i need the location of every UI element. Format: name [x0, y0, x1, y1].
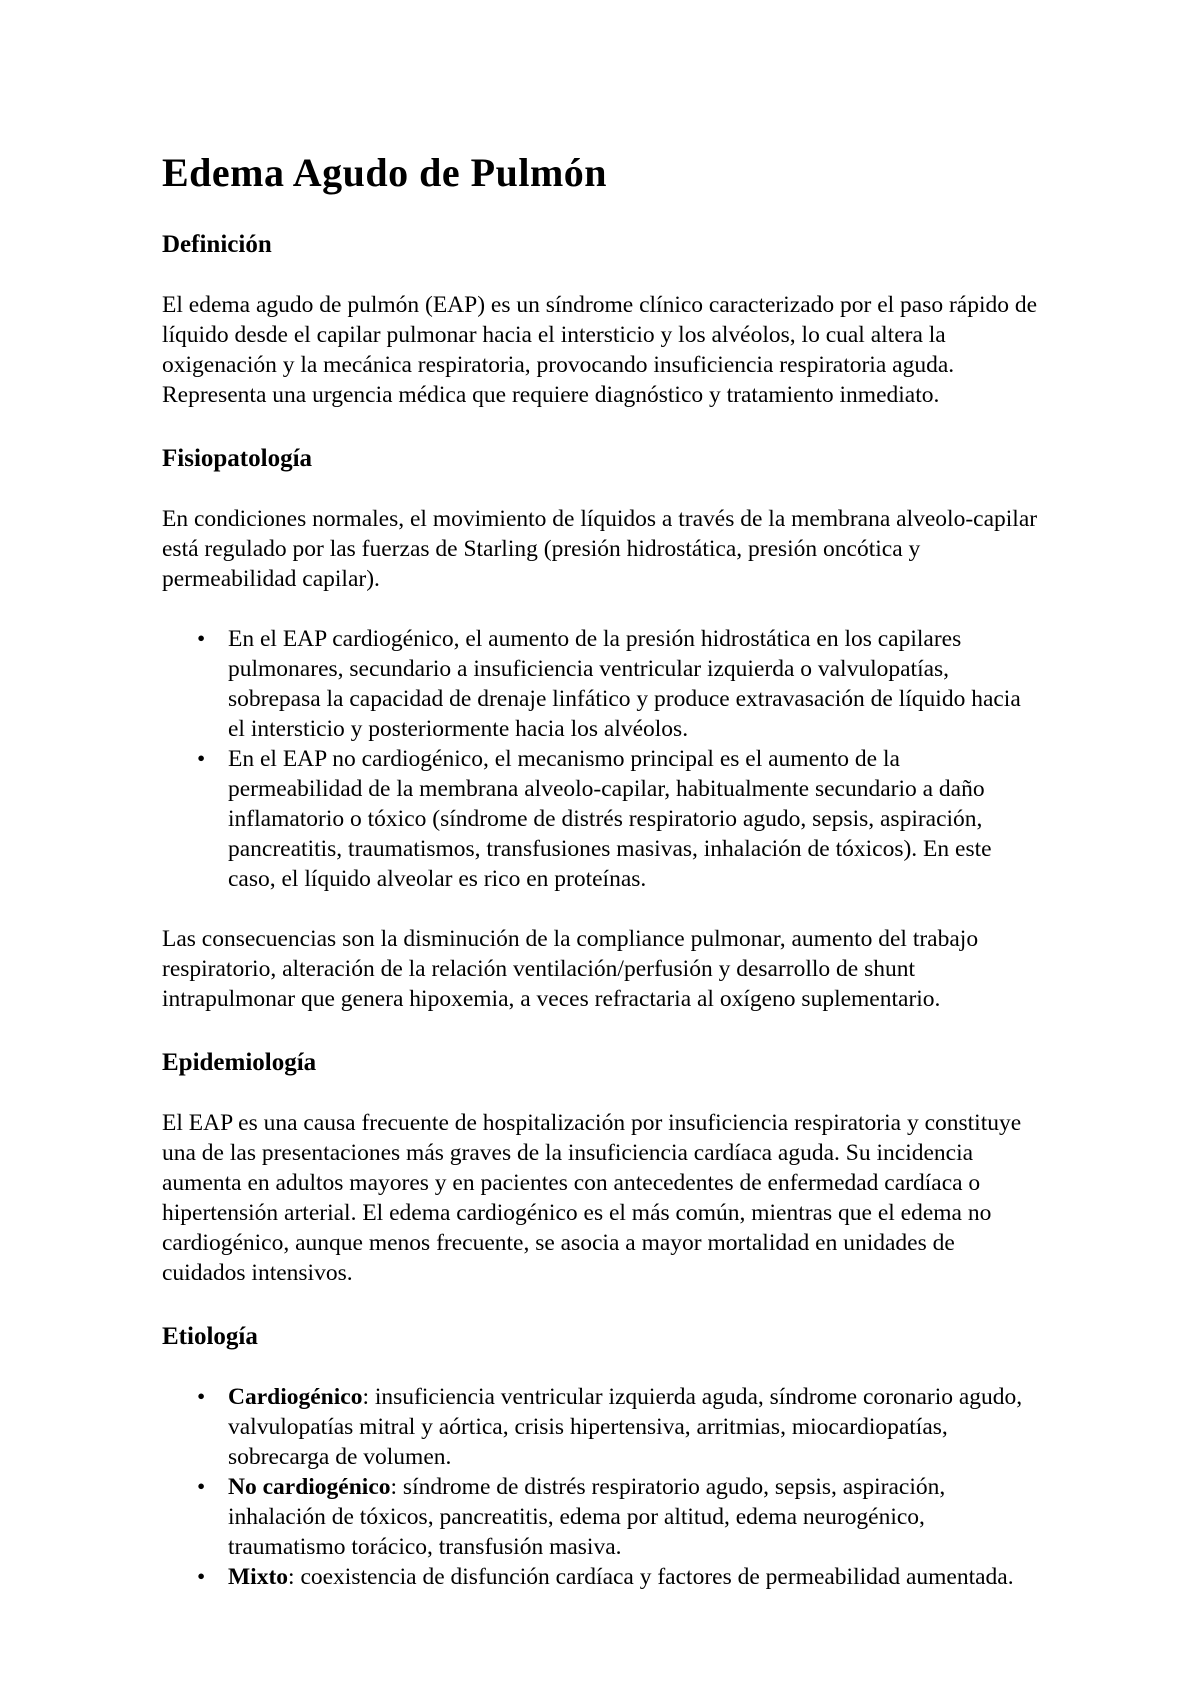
etiology-description: : coexistencia de disfunción cardíaca y factores de permeabilidad aumentada.: [288, 1564, 1014, 1590]
fisiopatologia-paragraph-2: Las consecuencias son la disminución de la compliance pulmonar, aumento del trabajo respiratorio, alteración de la relación ventilación/perfusión y desarrollo de shunt intrapulmonar que genera hipoxemia, a veces refractaria al oxígeno suplementario.: [162, 926, 979, 1012]
etiology-term-mixto: Mixto: [228, 1564, 289, 1590]
document-title: Edema Agudo de Pulmón: [162, 150, 608, 195]
etiology-term-no-cardiogenico: No cardiogénico: [228, 1474, 391, 1500]
list-item: • En el EAP no cardiogénico, el mecanismo principal es el aumento de la permeabilidad de la membrana alveolo-capilar, habitualmente secundario a daño inflamatorio o tóxico (síndrome de distrés respiratorio agudo, sepsis, aspiración, pancreatitis, traumatismos, transfusiones masivas, inhalación de tóxicos). En este caso, el líquido alveolar es rico en proteínas.: [228, 744, 1040, 894]
list-item: [228, 1382, 1040, 1472]
etiology-description: : insuficiencia ventricular izquierda aguda, síndrome coronario agudo, valvulopatías mitral y aórtica, crisis hipertensiva, arritmias, miocardiopatías, sobrecarga de volumen.: [228, 1384, 1023, 1470]
list-item: [228, 1472, 1040, 1562]
section-heading-epidemiologia: Epidemiología: [162, 1049, 317, 1076]
fisiopatologia-bullet-list: [162, 624, 1040, 894]
etiology-description: : síndrome de distrés respiratorio agudo, sepsis, aspiración, inhalación de tóxicos, pancreatitis, edema por altitud, edema neurogénico, traumatismo torácico, transfusión masiva.: [228, 1474, 946, 1560]
list-item: [228, 1562, 1040, 1592]
section-heading-fisiopatologia: Fisiopatología: [162, 445, 313, 472]
section-heading-etiologia: Etiología: [162, 1323, 258, 1350]
definicion-paragraph: El edema agudo de pulmón (EAP) es un síndrome clínico caracterizado por el paso rápido de líquido desde el capilar pulmonar hacia el intersticio y los alvéolos, lo cual altera la oxigenación y la mecánica respiratoria, provocando insuficiencia respiratoria aguda. Representa una urgencia médica que requiere diagnóstico y tratamiento inmediato.: [162, 292, 1038, 408]
section-heading-definicion: Definición: [162, 231, 272, 258]
epidemiologia-paragraph: El EAP es una causa frecuente de hospitalización por insuficiencia respiratoria y constituye una de las presentaciones más graves de la insuficiencia cardíaca aguda. Su incidencia aumenta en adultos mayores y en pacientes con antecedentes de enfermedad cardíaca o hipertensión arterial. El edema cardiogénico es el más común, mientras que el edema no cardiogénico, aunque menos frecuente, se asocia a mayor mortalidad en unidades de cuidados intensivos.: [162, 1110, 1022, 1286]
etiology-term-cardiogenico: Cardiogénico: [228, 1384, 363, 1410]
fisiopatologia-paragraph-1: En condiciones normales, el movimiento de líquidos a través de la membrana alveolo-capilar está regulado por las fuerzas de Starling (presión hidrostática, presión oncótica y permeabilidad capilar).: [162, 506, 1038, 592]
etiologia-bullet-list: [162, 1382, 1040, 1592]
list-item: • En el EAP cardiogénico, el aumento de la presión hidrostática en los capilares pulmonares, secundario a insuficiencia ventricular izquierda o valvulopatías, sobrepasa la capacidad de drenaje linfático y produce extravasación de líquido hacia el intersticio y posteriormente hacia los alvéolos.: [228, 624, 1040, 744]
